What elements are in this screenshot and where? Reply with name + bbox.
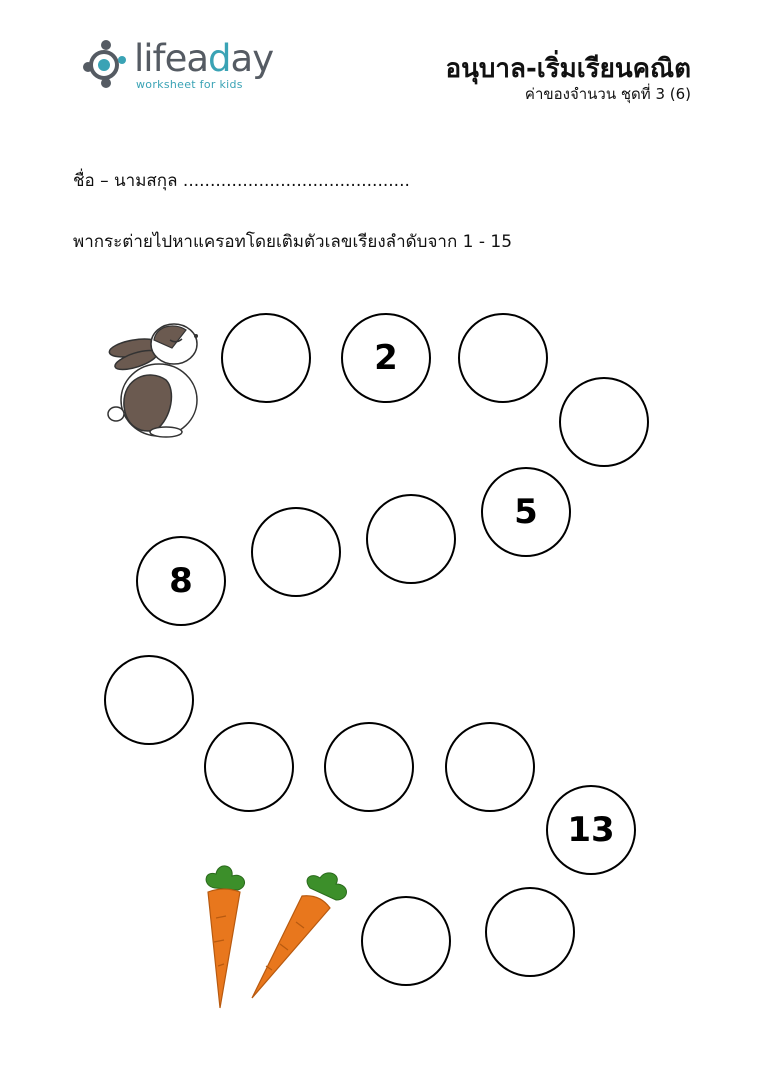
page-subtitle: ค่าของจำนวน ชุดที่ 3 (6): [524, 85, 691, 103]
number-circle-10[interactable]: [204, 722, 294, 812]
carrots-icon: [160, 858, 355, 1013]
lifeaday-logo: [82, 38, 272, 96]
number-circle-9[interactable]: [104, 655, 194, 745]
number-circle-2[interactable]: 2: [341, 313, 431, 403]
number-circle-6[interactable]: [366, 494, 456, 584]
page-title: อนุบาล-เริ่มเรียนคณิต: [445, 54, 691, 84]
logo-tagline: worksheet for kids: [136, 78, 243, 91]
carrot-right-icon: [252, 873, 347, 998]
instruction-text: พากระต่ายไปหาแครอทโดยเติมตัวเลขเรียงลำดับจาก 1 - 15: [73, 232, 513, 252]
number-circle-5[interactable]: 5: [481, 467, 571, 557]
logo-suffix: ay: [230, 37, 274, 80]
logo-prefix: lifea: [134, 37, 209, 80]
logo-molecule-icon: [82, 38, 132, 90]
number-circle-4[interactable]: [559, 377, 649, 467]
number-circle-11[interactable]: [324, 722, 414, 812]
number-circle-12[interactable]: [445, 722, 535, 812]
number-circle-13[interactable]: 13: [546, 785, 636, 875]
number-circle-1[interactable]: [221, 313, 311, 403]
logo-wordmark: [134, 37, 274, 80]
student-name-line: ชื่อ – นามสกุล ..........................................: [73, 171, 410, 191]
number-circle-14[interactable]: [485, 887, 575, 977]
number-circle-15[interactable]: [361, 896, 451, 986]
number-circle-8[interactable]: 8: [136, 536, 226, 626]
carrot-left-icon: [206, 866, 244, 1008]
logo-accent: d: [208, 37, 231, 80]
number-circle-7[interactable]: [251, 507, 341, 597]
rabbit-icon: [104, 318, 204, 440]
number-circle-3[interactable]: [458, 313, 548, 403]
